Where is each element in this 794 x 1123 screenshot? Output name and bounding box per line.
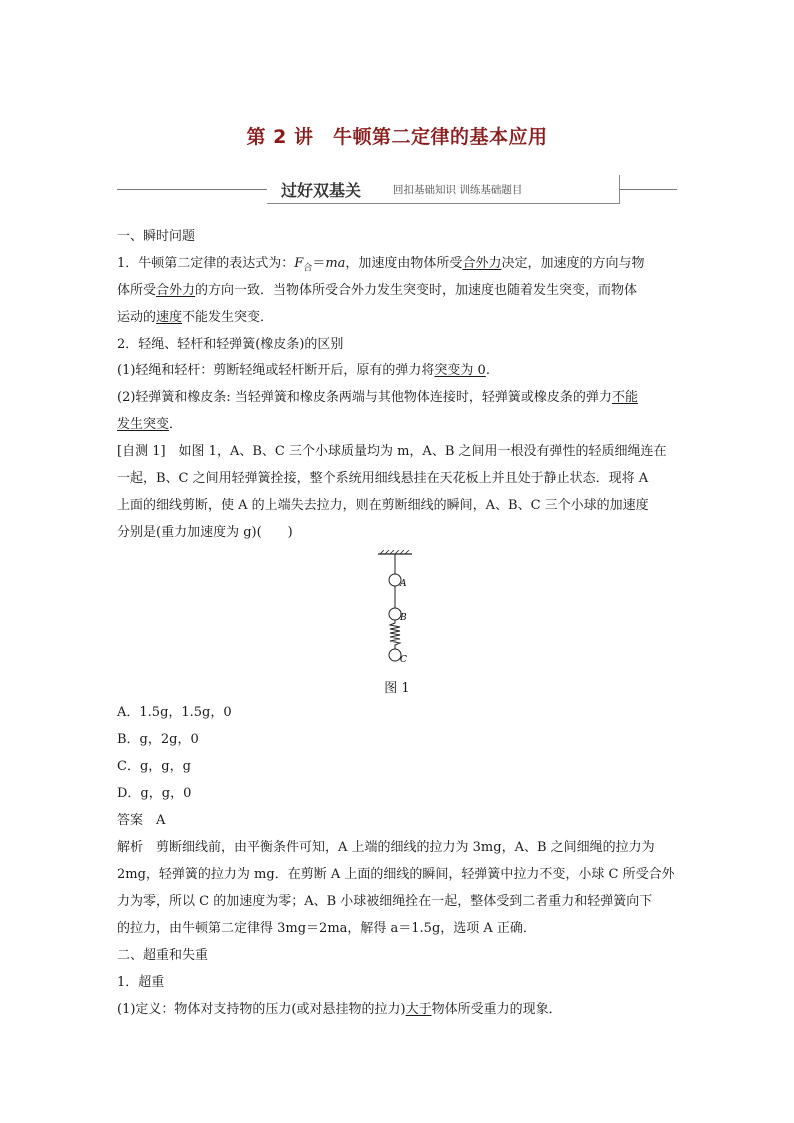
analysis-line: 的拉力，由牛顿第二定律得 3mg＝2ma，解得 a＝1.5g，选项 A 正确． <box>117 921 536 936</box>
option-c: C．g，g，g <box>117 759 191 774</box>
ball-c-label: C <box>400 655 407 665</box>
selftest-line: [自测 1] 如图 1，A、B、C 三个小球质量均为 m，A、B 之间用一根没有弹性的轻质细绳连在 <box>117 444 667 459</box>
spring <box>390 620 400 649</box>
paragraph-line: 1．牛顿第二定律的表达式为：$F_合=ma$，加速度由物体所受合外力决定，加速度的方向与物 <box>117 256 645 274</box>
definition-line: (1)定义：物体对支持物的压力(或对悬挂物的拉力)大于物体所受重力的现象． <box>117 1002 562 1017</box>
analysis-line: 2mg，轻弹簧的拉力为 mg．在剪断 A 上面的细线的瞬间，轻弹簧中拉力不变，小球 C 所受合外 <box>117 867 675 882</box>
analysis-line: 力为零，所以 C 的加速度为零；A、B 小球被细绳拴在一起，整体受到二者重力和轻弹簧向下 <box>117 894 653 909</box>
ball-a-label: A <box>400 579 407 589</box>
paragraph-line: (2)轻弹簧和橡皮条: 当轻弹簧和橡皮条两端与其他物体连接时，轻弹簧或橡皮条的弹力不能 <box>117 390 638 405</box>
selftest-line: 分别是(重力加速度为 g)( ) <box>117 525 293 540</box>
option-a: A．1.5g，1.5g，0 <box>117 705 232 720</box>
selftest-line: 上面的细线剪断，使 A 的上端失去拉力，则在剪断细线的瞬间，A、B、C 三个小球的加速度 <box>117 498 649 513</box>
paragraph-line: 运动的速度不能发生突变． <box>117 310 274 325</box>
section2-subheading: 1．超重 <box>117 975 165 990</box>
page-title: 第 2 讲 牛顿第二定律的基本应用 <box>246 126 548 148</box>
banner-sub-text: 回扣基础知识 训练基础题目 <box>393 184 523 196</box>
paragraph-line: 2．轻绳、轻杆和轻弹簧(橡皮条)的区别 <box>117 337 344 352</box>
option-b: B．g，2g，0 <box>117 732 199 747</box>
section2-heading: 二、超重和失重 <box>117 948 209 963</box>
figure-caption: 图 1 <box>384 681 410 696</box>
banner-box <box>267 175 620 204</box>
ball-b-label: B <box>400 613 407 623</box>
paragraph-line: 体所受合外力的方向一致．当物体所受合外力发生突变时，加速度也随着发生突变，而物体 <box>117 283 638 298</box>
option-d: D．g，g，0 <box>117 786 192 801</box>
answer: 答案 A <box>117 813 166 828</box>
section-banner <box>117 175 677 205</box>
figure-1-diagram <box>370 550 430 668</box>
analysis-line: 解析 剪断细线前，由平衡条件可知，A 上端的细线的拉力为 3mg，A、B 之间细绳的拉力为 <box>117 840 655 855</box>
paragraph-line: 发生突变． <box>117 417 183 432</box>
paragraph-line: (1)轻绳和轻杆：剪断轻绳或轻杆断开后，原有的弹力将突变为 0. <box>117 363 490 378</box>
banner-main-text: 过好双基关 <box>281 181 362 200</box>
selftest-line: 一起，B、C 之间用轻弹簧拴接，整个系统用细线悬挂在天花板上并且处于静止状态．现将 A <box>117 471 649 486</box>
section1-heading: 一、瞬时问题 <box>117 229 196 244</box>
